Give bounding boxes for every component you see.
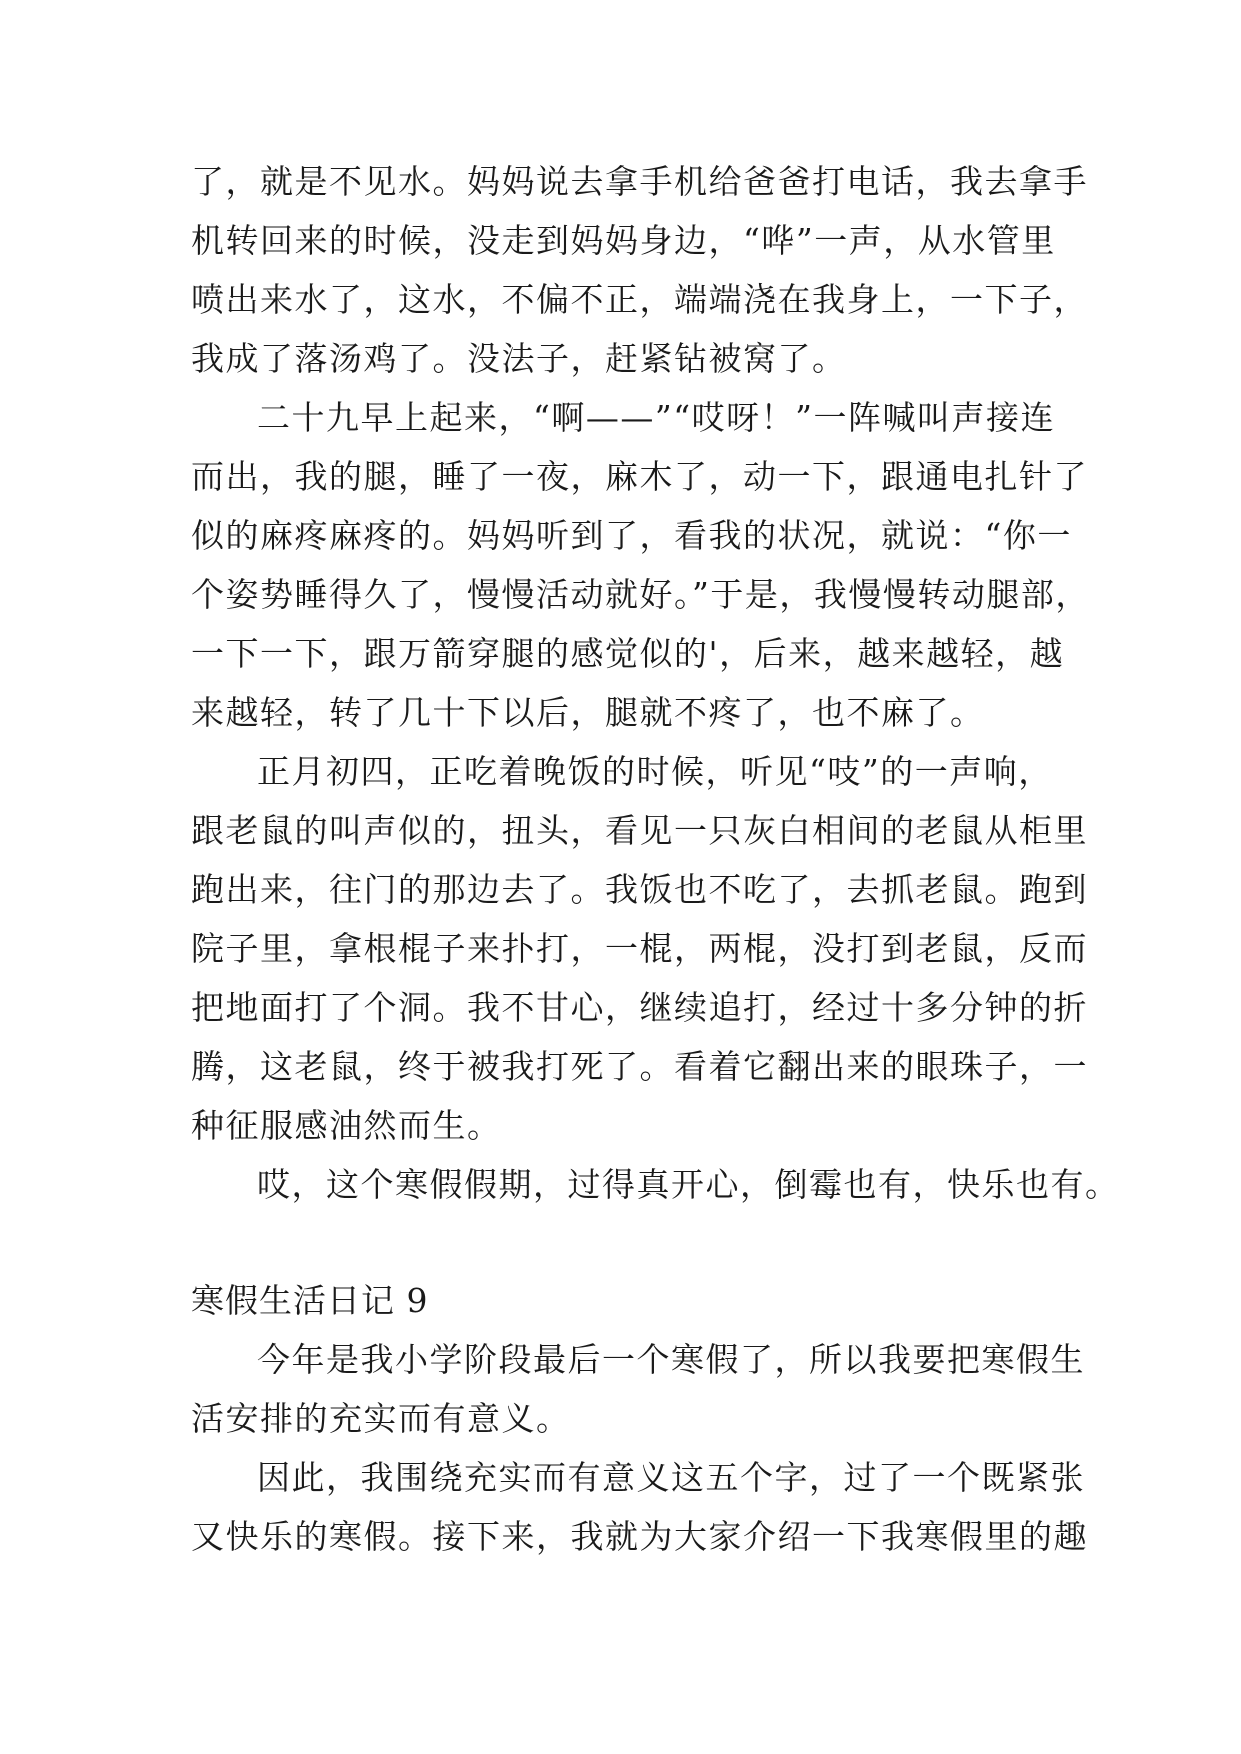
text-line: 了，就是不见水。妈妈说去拿手机给爸爸打电话，我去拿手 (191, 162, 1088, 201)
text-line: 来越轻，转了几十下以后，腿就不疼了，也不麻了。 (191, 693, 985, 732)
paragraph-continuation (191, 152, 1088, 388)
paragraph-intro (191, 1330, 1085, 1448)
text-line: 喷出来水了，这水，不偏不正，端端浇在我身上，一下子， (191, 280, 1088, 319)
text-line: 今年是我小学阶段最后一个寒假了，所以我要把寒假生 (257, 1340, 1085, 1379)
document-body (191, 152, 1120, 1566)
text-line: 又快乐的寒假。接下来，我就为大家介绍一下我寒假里的趣 (191, 1517, 1088, 1556)
text-line: 个姿势睡得久了，慢慢活动就好。”于是，我慢慢转动腿部， (191, 575, 1090, 614)
text-line: 我成了落汤鸡了。没法子，赶紧钻被窝了。 (191, 339, 847, 378)
text-line: 正月初四，正吃着晚饭的时候，听见“吱”的一声响， (257, 752, 1053, 791)
text-line: 跑出来，往门的那边去了。我饭也不吃了，去抓老鼠。跑到 (191, 870, 1088, 909)
text-line: 二十九早上起来，“啊——”“哎呀！”一阵喊叫声接连 (257, 398, 1055, 437)
text-line: 机转回来的时候，没走到妈妈身边，“哗”一声，从水管里 (191, 221, 1056, 260)
paragraph-plan (191, 1448, 1088, 1566)
text-line: 种征服感油然而生。 (191, 1106, 502, 1145)
text-line: 而出，我的腿，睡了一夜，麻木了，动一下，跟通电扎针了 (191, 457, 1088, 496)
text-line: 腾，这老鼠，终于被我打死了。看着它翻出来的眼珠子，一 (191, 1047, 1088, 1086)
section-spacer (191, 1214, 1051, 1272)
text-line: 把地面打了个洞。我不甘心，继续追打，经过十多分钟的折 (191, 988, 1088, 1027)
text-line: 跟老鼠的叫声似的，扭头，看见一只灰白相间的老鼠从柜里 (191, 811, 1088, 850)
paragraph-mouse (191, 742, 1088, 1155)
paragraph-conclusion (191, 1155, 1120, 1214)
section-title: 寒假生活日记 9 (191, 1281, 429, 1320)
paragraph-numb-leg (191, 388, 1090, 742)
text-line: 院子里，拿根棍子来扑打，一棍，两棍，没打到老鼠，反而 (191, 929, 1088, 968)
text-line: 似的麻疼麻疼的。妈妈听到了，看我的状况，就说：“你一 (191, 516, 1072, 555)
text-line: 哎，这个寒假假期，过得真开心，倒霉也有，快乐也有。 (257, 1165, 1120, 1204)
text-line: 一下一下，跟万箭穿腿的感觉似的'，后来，越来越轻，越 (191, 634, 1065, 673)
text-line: 因此，我围绕充实而有意义这五个字，过了一个既紧张 (257, 1458, 1085, 1497)
text-line: 活安排的充实而有意义。 (191, 1399, 571, 1438)
